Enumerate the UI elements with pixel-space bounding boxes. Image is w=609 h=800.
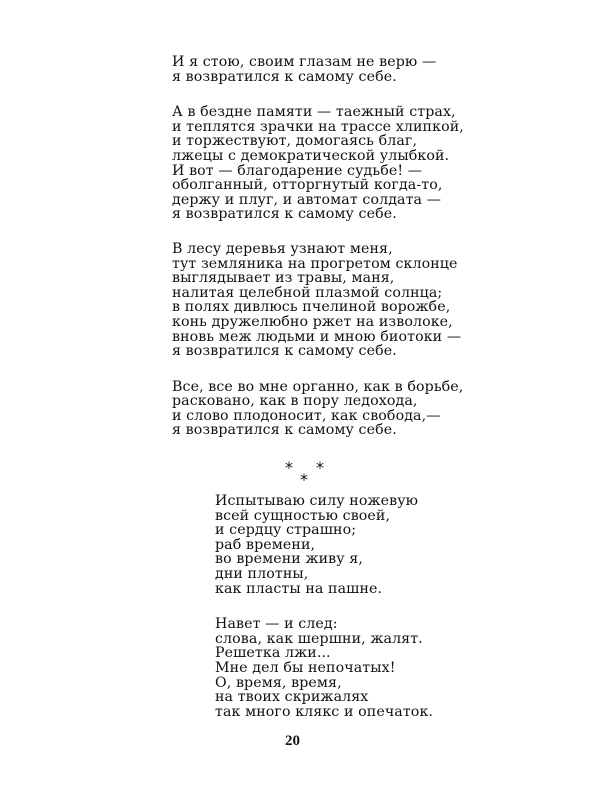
verse-line: и теплятся зрачки на трассе хлипкой, bbox=[172, 118, 464, 135]
verse-line: оболганный, отторгнутый когда-то, bbox=[172, 177, 443, 194]
verse-line: как пласты на пашне. bbox=[215, 580, 383, 597]
verse-line: выглядывает из травы, маня, bbox=[172, 270, 395, 287]
verse-line: держу и плуг, и автомат солдата — bbox=[172, 191, 442, 208]
verse-line: в полях дивлюсь пчелиной ворожбе, bbox=[172, 299, 451, 316]
verse-line: и слово плодоносит, как свобода,— bbox=[172, 407, 441, 424]
verse-line: лжецы с демократической улыбкой. bbox=[172, 147, 450, 164]
verse-line: И вот — благодарение судьбе! — bbox=[172, 162, 423, 179]
verse-line: дни плотны, bbox=[215, 565, 309, 582]
stanza-4 bbox=[172, 380, 512, 438]
asterism-separator bbox=[283, 458, 333, 489]
verse-line: я возвратился к самому себе. bbox=[172, 343, 397, 360]
verse-line: расковано, как в пору ледохода, bbox=[172, 393, 418, 410]
verse-line: конь дружелюбно ржет на изволоке, bbox=[172, 313, 453, 330]
verse-line: И я стою, своим глазам не верю — bbox=[172, 54, 437, 70]
verse-line: раб времени, bbox=[215, 536, 316, 553]
verse-line: Испытываю силу ножевую bbox=[215, 493, 419, 509]
verse-line: всей сущностью своей, bbox=[215, 507, 391, 524]
verse-line: налитая целебной плазмой солнца; bbox=[172, 284, 443, 301]
verse-line: вновь меж людьми и мною биотоки — bbox=[172, 328, 462, 345]
verse-line: и торжествуют, домогаясь благ, bbox=[172, 133, 418, 150]
poem-lower bbox=[215, 494, 515, 719]
star-glyph: * bbox=[316, 458, 324, 477]
verse-line: я возвратился к самому себе. bbox=[172, 206, 397, 223]
stanza-2 bbox=[215, 617, 515, 719]
stanza-2 bbox=[172, 105, 512, 222]
star-glyph: * bbox=[300, 470, 308, 489]
verse-line: А в бездне памяти — таежный страх, bbox=[172, 104, 456, 121]
poem-upper bbox=[172, 55, 512, 438]
star-glyph: * bbox=[285, 458, 293, 477]
verse-line: О, время, время, bbox=[215, 674, 342, 691]
verse-line: так много клякс и опечаток. bbox=[215, 703, 434, 720]
verse-line: Решетка лжи... bbox=[215, 645, 331, 662]
stanza-1 bbox=[215, 494, 515, 596]
verse-line: слова, как шершни, жалят. bbox=[215, 630, 423, 647]
verse-line: на твоих скрижалях bbox=[215, 689, 369, 706]
verse-line: В лесу деревья узнают меня, bbox=[172, 240, 393, 257]
verse-line: Мне дел бы непочатых! bbox=[215, 659, 396, 676]
verse-line: Навет — и след: bbox=[215, 616, 338, 633]
verse-line: я возвратился к самому себе. bbox=[172, 68, 397, 85]
verse-line: и сердцу страшно; bbox=[215, 522, 357, 539]
page-number: 20 bbox=[285, 733, 300, 749]
stanza-1 bbox=[172, 55, 512, 84]
verse-line: Все, все во мне органно, как в борьбе, bbox=[172, 378, 464, 395]
verse-line: тут земляника на прогретом склонце bbox=[172, 255, 458, 272]
verse-line: во времени живу я, bbox=[215, 551, 363, 568]
verse-line: я возвратился к самому себе. bbox=[172, 422, 397, 439]
stanza-3 bbox=[172, 242, 512, 359]
